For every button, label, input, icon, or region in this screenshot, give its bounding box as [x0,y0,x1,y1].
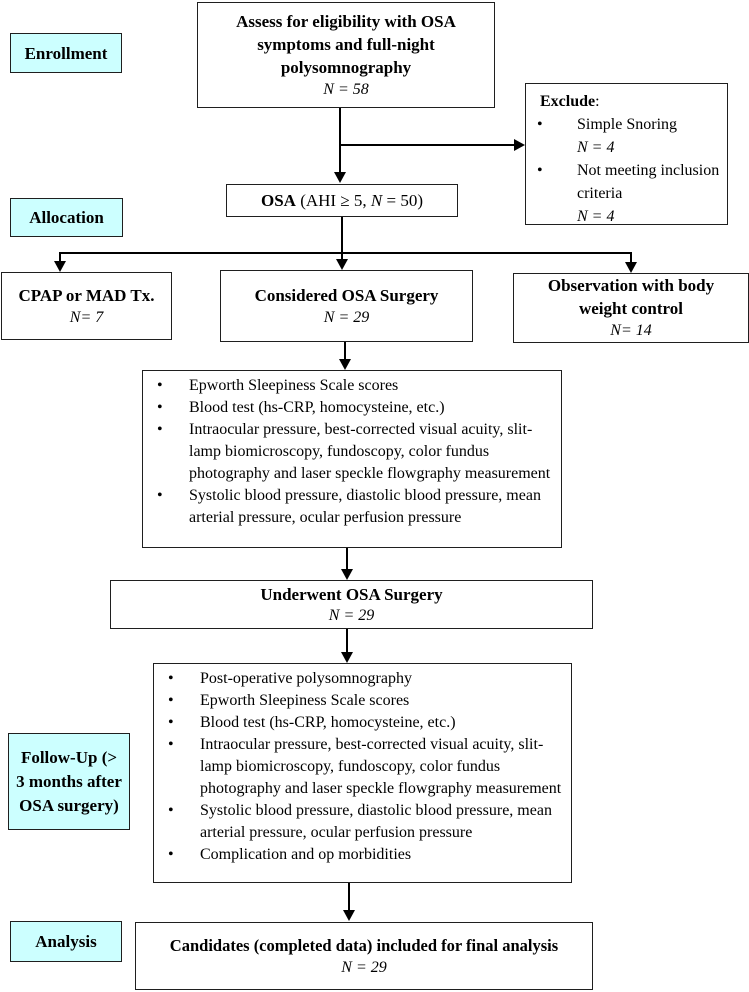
cpap-mad-box [1,272,172,340]
arrowhead-considered [336,259,348,270]
list-item [526,159,721,228]
preop-list [143,371,561,529]
arrowhead-preop [339,359,351,370]
stage-label-text: Enrollment [24,43,108,63]
exclude-reason: Simple Snoring [577,116,678,133]
exclude-title [526,90,727,113]
list-item: • Complication and op morbidities [154,844,563,866]
exclude-list [526,113,727,228]
n-count: N = 4 [577,208,615,225]
branch-line [59,252,632,254]
exclude-title-bold: Exclude [540,93,596,110]
stage-label-text: Follow-Up (> 3 months after OSA surgery) [16,747,122,815]
stage-label-enrollment [10,33,122,73]
box-title: Assess for eligibility with OSA symptoms and full-night polysomnography [236,11,456,77]
final-analysis-box [135,922,593,990]
osa-box [226,184,458,217]
arrowhead-underwent [341,569,353,580]
postop-assessment-box [153,663,572,883]
arrowhead-cpap [54,261,66,272]
list-item: • Systolic blood pressure, diastolic blood pressure, mean arterial pressure, ocular perfusion pressure [143,485,553,529]
exclude-box [525,83,728,225]
assess-eligibility-box [197,2,495,108]
stage-label-text: Allocation [29,208,104,227]
considered-surgery-box [220,270,473,342]
list-item: • Epworth Sleepiness Scale scores [154,690,563,712]
box-title: Candidates (completed data) included for final analysis [169,935,559,955]
arrowhead-exclude [514,139,525,151]
arrowhead-observation [625,262,637,273]
list-item: • Intraocular pressure, best-corrected visual acuity, slit-lamp biomicroscopy, fundoscopy, color fundus photography and laser speckle flowgraphy measurement [154,734,563,800]
list-item: • Epworth Sleepiness Scale scores [143,375,553,397]
stage-label-text: Analysis [35,932,97,951]
osa-bold: OSA [260,190,296,210]
connector-considered-to-preop [344,342,346,360]
exclude-title-colon: : [595,93,600,110]
connector-to-exclude [340,144,514,146]
underwent-surgery-box [110,580,593,629]
osa-criteria-post: = 50) [382,190,424,210]
stage-label-allocation [10,198,123,237]
postop-list [154,664,571,866]
n-count: N = 4 [577,139,615,156]
list-item: • Intraocular pressure, best-corrected visual acuity, slit-lamp biomicroscopy, fundoscopy, color fundus photography and laser speckle flowgraphy measurement [143,419,553,485]
arrowhead-final [343,910,355,921]
arrowhead-postop [341,652,353,663]
n-count: N = 58 [323,80,369,98]
n-count: N = 29 [328,606,375,624]
n-count: N= 7 [69,308,104,326]
stage-label-followup [8,733,130,830]
preop-assessment-box [142,370,562,548]
connector-preop-to-underwent [346,548,348,570]
list-item: • Systolic blood pressure, diastolic blood pressure, mean arterial pressure, ocular perfusion pressure [154,800,563,844]
list-item: • Blood test (hs-CRP, homocysteine, etc.) [154,712,563,734]
connector-osa-to-branch [341,217,343,254]
list-item [526,113,721,159]
connector-assess-to-osa [339,108,341,172]
arrowhead-osa [334,172,346,183]
connector-postop-to-final [348,883,350,911]
box-title: Observation with body weight control [547,276,715,318]
box-title: Considered OSA Surgery [254,285,439,305]
box-title: Underwent OSA Surgery [260,584,443,604]
n-symbol: N [370,190,383,210]
osa-line [261,191,423,211]
n-count: N = 29 [341,958,387,976]
list-item: • Blood test (hs-CRP, homocysteine, etc.) [143,397,553,419]
list-item: • Post-operative polysomnography [154,668,563,690]
n-count: N = 29 [323,308,370,326]
exclude-reason: Not meeting inclusion criteria [577,162,720,202]
connector-underwent-to-postop [346,629,348,653]
stage-label-analysis [10,921,122,962]
osa-criteria-pre: (AHI ≥ 5, [295,190,371,210]
n-count: N= 14 [610,322,652,339]
box-title: CPAP or MAD Tx. [18,285,155,305]
observation-box [513,273,749,343]
